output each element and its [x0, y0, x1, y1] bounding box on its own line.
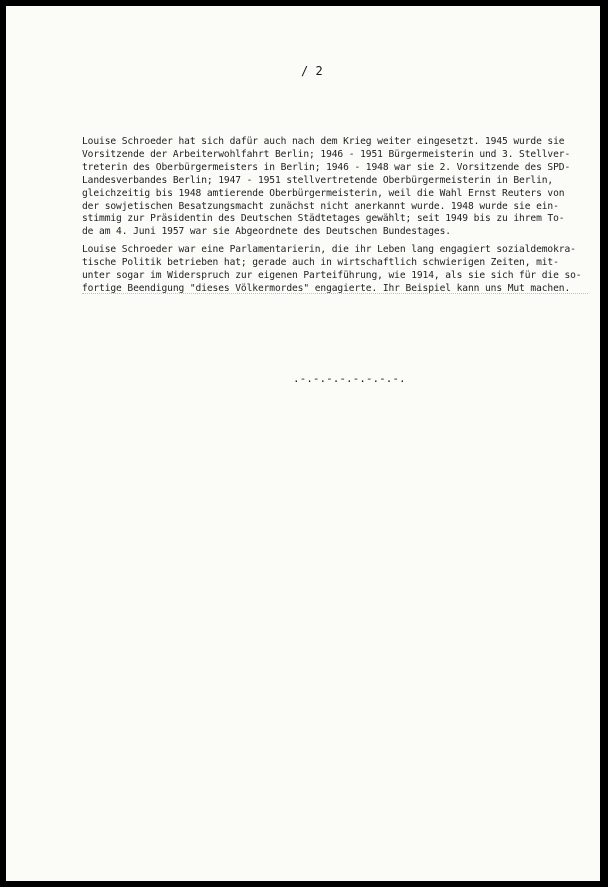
- text-line: treterin des Oberbürgermeisters in Berlin; 1946 - 1948 war sie 2. Vorsitzende des SPD-: [82, 161, 571, 173]
- text-line: der sowjetischen Besatzungsmacht zunächst nicht anerkannt wurde. 1948 wurde sie ein-: [82, 200, 559, 212]
- body-text: [82, 136, 588, 301]
- text-line: fortige Beendigung "dieses Völkermordes" engagierte. Ihr Beispiel kann uns Mut machen.: [82, 282, 571, 294]
- paragraph-2: [82, 244, 588, 296]
- text-line: unter sogar im Widerspruch zur eigenen Parteiführung, wie 1914, als sie sich für die so-: [82, 270, 582, 282]
- text-line: de am 4. Juni 1957 war sie Abgeordnete des Deutschen Bundestages.: [82, 226, 451, 238]
- text-line: gleichzeitig bis 1948 amtierende Oberbürgermeisterin, weil die Wahl Ernst Reuters von: [82, 187, 565, 199]
- text-line: stimmig zur Präsidentin des Deutschen Städtetages gewählt; seit 1949 bis zu ihrem To-: [82, 213, 565, 225]
- text-line: tische Politik betrieben hat; gerade auch in wirtschaftlich schwierigen Zeiten, mit-: [82, 257, 559, 269]
- text-line: Vorsitzende der Arbeiterwohlfahrt Berlin; 1946 - 1951 Bürgermeisterin und 3. Stellver-: [82, 148, 571, 160]
- page-number: / 2: [301, 64, 323, 78]
- paragraph-1: [82, 136, 588, 239]
- document-page: [6, 6, 600, 881]
- text-line: Landesverbandes Berlin; 1947 - 1951 stellvertretende Oberbürgermeisterin in Berlin,: [82, 174, 554, 186]
- scan-artifact-line: [82, 293, 588, 295]
- text-line: Louise Schroeder war eine Parlamentarierin, die ihr Leben lang engagiert sozialdemokra-: [82, 244, 576, 256]
- text-line: Louise Schroeder hat sich dafür auch nach dem Krieg weiter eingesetzt. 1945 wurde sie: [82, 136, 565, 147]
- section-separator: .-.-.-.-.-.-.-.-.: [293, 372, 406, 385]
